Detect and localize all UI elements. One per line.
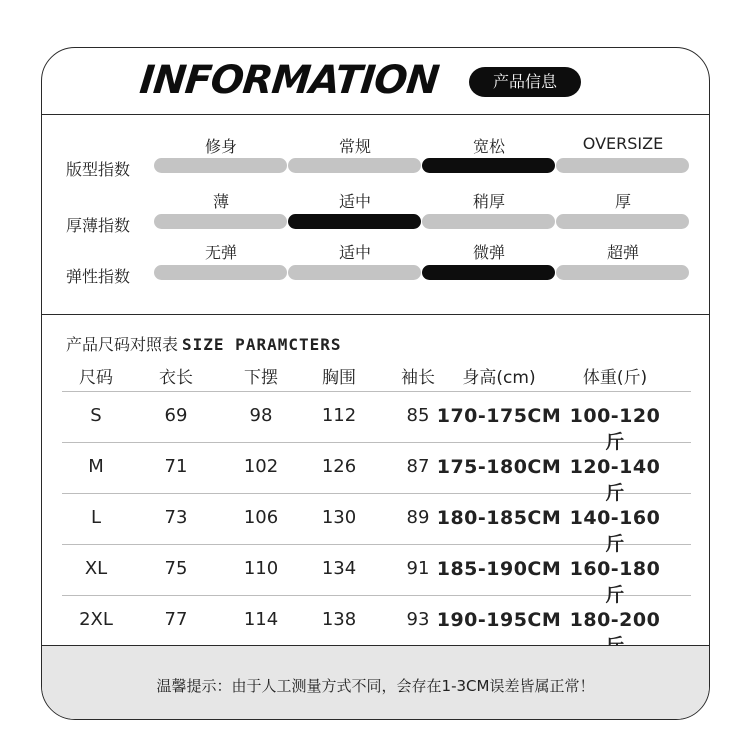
table-cell: 87: [406, 456, 430, 477]
size-chart-title-cn: 产品尺码对照表: [66, 335, 179, 354]
table-cell: M: [88, 456, 104, 477]
table-cell: 89: [406, 507, 430, 528]
size-column-header: 体重(斤): [582, 368, 648, 388]
size-chart-title-en: SIZE PARAMCTERS: [182, 335, 342, 354]
fit-bar: [288, 158, 421, 173]
table-cell: 75: [164, 558, 188, 579]
fit-bar: [556, 265, 689, 280]
table-cell: 190-195CM: [436, 609, 562, 631]
table-cell: 2XL: [79, 609, 113, 630]
fit-level-label: 修身: [204, 137, 237, 156]
title-badge: 产品信息: [469, 67, 581, 97]
fit-level-label: 适中: [338, 192, 371, 211]
table-cell: 120-140斤: [569, 456, 661, 504]
fit-row-label: 版型指数: [66, 160, 131, 179]
table-cell: 110: [243, 558, 279, 579]
footer-note: [42, 645, 709, 720]
fit-level-label: 无弹: [204, 243, 237, 262]
table-divider: [62, 391, 691, 392]
table-cell: 138: [321, 609, 357, 630]
fit-bar-selected: [422, 158, 555, 173]
table-cell: 91: [406, 558, 430, 579]
table-cell: 71: [164, 456, 188, 477]
table-cell: 160-180斤: [569, 558, 661, 606]
fit-level-label: 微弹: [472, 243, 505, 262]
table-cell: 85: [406, 405, 430, 426]
size-column-header: 袖长: [401, 368, 435, 388]
table-cell: 98: [249, 405, 273, 426]
table-cell: 77: [164, 609, 188, 630]
table-cell: 126: [321, 456, 357, 477]
table-cell: 114: [243, 609, 279, 630]
fit-level-label: OVERSIZE: [582, 134, 664, 153]
fit-bar: [154, 265, 287, 280]
fit-level-label: 厚: [614, 192, 631, 211]
table-cell: S: [90, 405, 102, 426]
fit-level-label: 适中: [338, 243, 371, 262]
fit-row-label: 弹性指数: [66, 267, 131, 286]
table-cell: 130: [321, 507, 357, 528]
fit-bar: [422, 214, 555, 229]
table-cell: 73: [164, 507, 188, 528]
size-column-header: 尺码: [79, 368, 113, 388]
fit-level-label: 常规: [338, 137, 371, 156]
table-cell: XL: [84, 558, 108, 579]
fit-bar: [288, 265, 421, 280]
table-cell: L: [90, 507, 102, 528]
fit-level-label: 薄: [212, 192, 229, 211]
fit-level-label: 宽松: [472, 137, 505, 156]
fit-bar: [556, 158, 689, 173]
table-cell: 185-190CM: [436, 558, 562, 580]
table-cell: 93: [406, 609, 430, 630]
fit-bar: [154, 214, 287, 229]
header: [42, 48, 709, 115]
table-cell: 112: [321, 405, 357, 426]
fit-bar: [154, 158, 287, 173]
footer-text: 温馨提示：由于人工测量方式不同，会存在1-3CM误差皆属正常！: [156, 677, 595, 695]
size-column-header: 衣长: [159, 368, 193, 388]
table-cell: 140-160斤: [569, 507, 661, 555]
size-chart-title: [66, 332, 342, 355]
table-cell: 170-175CM: [436, 405, 562, 427]
fit-row-label: 厚薄指数: [66, 216, 131, 235]
table-cell: 100-120斤: [569, 405, 661, 453]
table-cell: 102: [243, 456, 279, 477]
table-cell: 134: [321, 558, 357, 579]
size-column-header: 胸围: [322, 368, 356, 388]
product-info-card: [41, 47, 710, 720]
fit-level-label: 超弹: [606, 243, 639, 262]
fit-indices-section: [42, 114, 709, 315]
table-cell: 69: [164, 405, 188, 426]
page-title: INFORMATION: [137, 58, 441, 103]
fit-bar: [556, 214, 689, 229]
size-column-header: 下摆: [244, 368, 278, 388]
table-cell: 180-185CM: [436, 507, 562, 529]
fit-bar-selected: [422, 265, 555, 280]
table-cell: 180-200: [569, 609, 661, 631]
table-cell: 175-180CM: [436, 456, 562, 478]
size-column-header: 身高(cm): [462, 368, 536, 388]
fit-level-label: 稍厚: [472, 192, 505, 211]
fit-bar-selected: [288, 214, 421, 229]
size-chart-section: [42, 314, 709, 645]
table-cell: 106: [243, 507, 279, 528]
